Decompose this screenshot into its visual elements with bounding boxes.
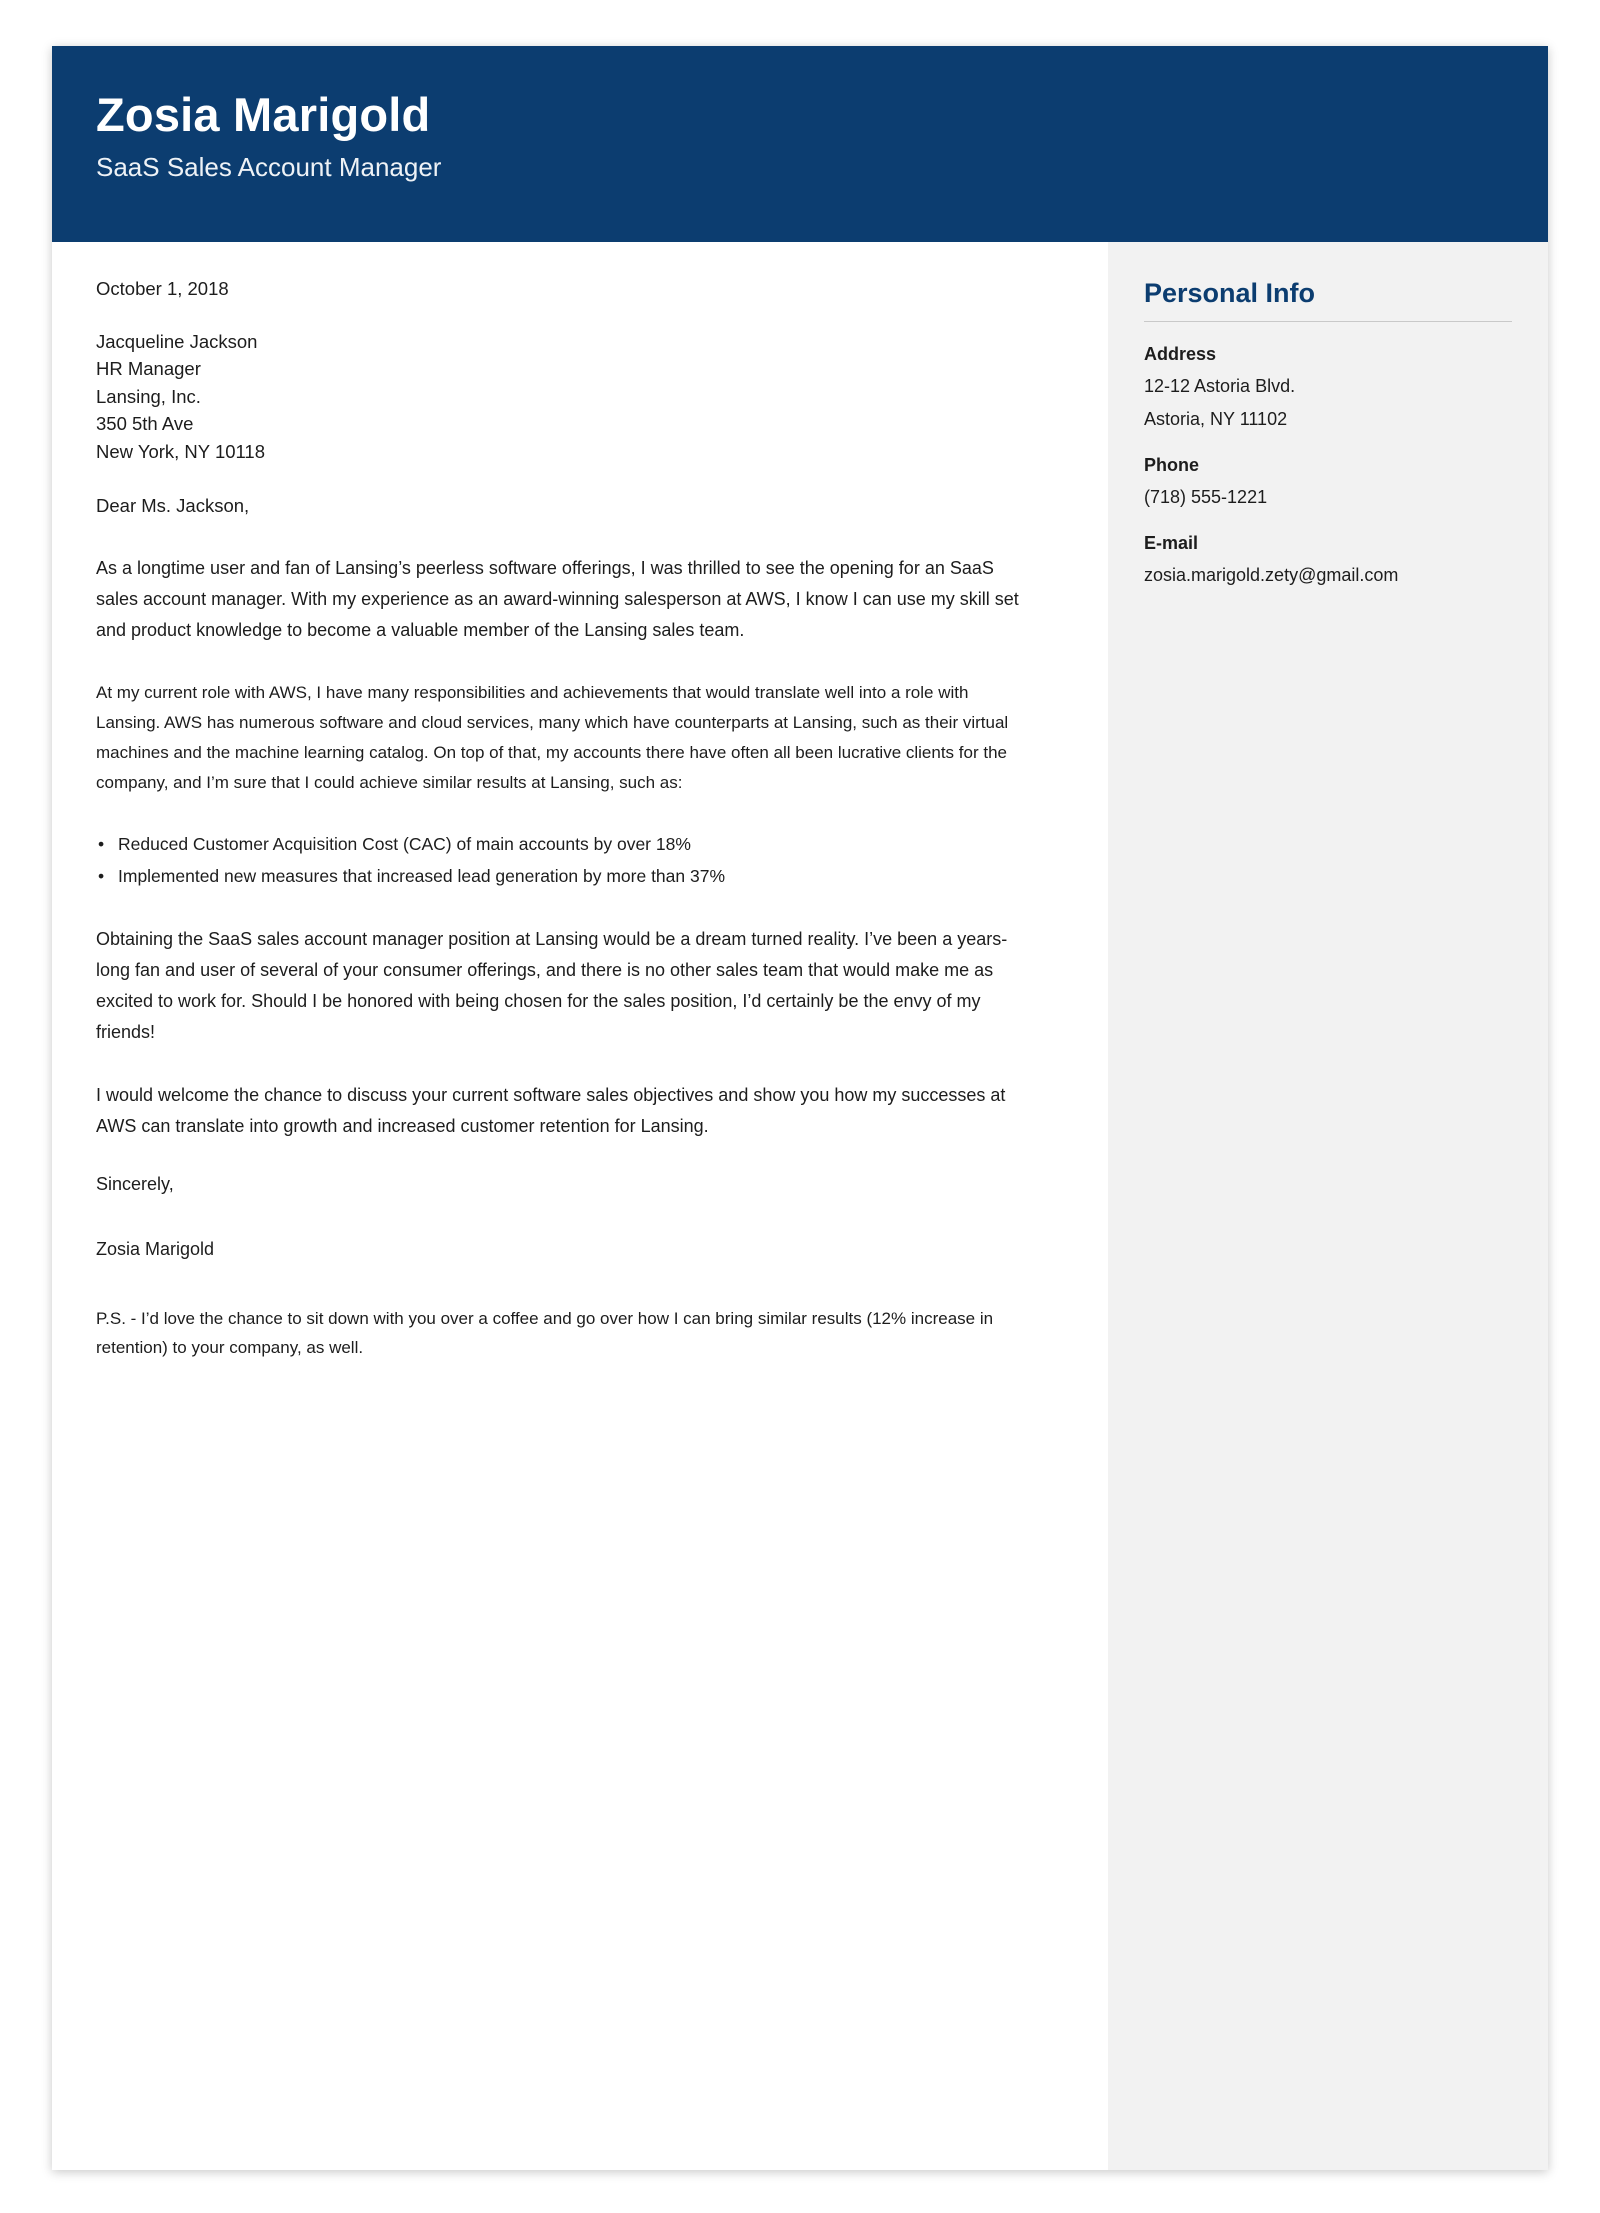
paragraph-4: I would welcome the chance to discuss your current software sales objectives and show you how my successes at AWS can translate into growth and increased customer retention for Lansing. <box>96 1084 1006 1136</box>
postscript: P.S. - I’d love the chance to sit down with you over a coffee and go over how I can bring similar results (12% increase in retention) to your company, as well. <box>96 1308 994 1358</box>
cover-letter-sheet <box>52 46 1548 2170</box>
sidebar-heading: Personal Info <box>1144 278 1316 308</box>
sidebar-personal-info <box>1108 242 1548 2170</box>
paragraph-1: As a longtime user and fan of Lansing’s peerless software offerings, I was thrilled to see the opening for an SaaS sales account manager. With my experience as an award-winning salesperson at AWS, I know I can use my skill set and product knowledge to become a valuable member of the Lansing sales team. <box>96 557 1019 640</box>
sidebar-field-phone <box>1144 455 1512 511</box>
recipient-city-state-zip: New York, NY 10118 <box>96 440 266 462</box>
sidebar-field-email <box>1144 533 1512 589</box>
paragraph-2: At my current role with AWS, I have many responsibilities and achievements that would translate well into a role with Lansing. AWS has numerous software and cloud services, many which have counterparts at Lansing, such as their virtual machines and the machine learning catalog. On top of that, my accounts there have often all been lucrative clients for the company, and I’m sure that I could achieve similar results at Lansing, such as: <box>96 682 1009 793</box>
sidebar-divider <box>1144 321 1512 322</box>
sidebar-label: E-mail <box>1144 533 1199 553</box>
letter-date: October 1, 2018 <box>96 278 229 299</box>
list-item: • Implemented new measures that increased lead generation by more than 37% <box>96 863 1064 890</box>
recipient-name: Jacqueline Jackson <box>96 331 258 352</box>
sidebar-value-line1: (718) 555-1221 <box>1144 487 1268 507</box>
recipient-role: HR Manager <box>96 358 201 380</box>
recipient-block <box>96 328 1064 465</box>
sidebar-field-address <box>1144 344 1512 433</box>
sidebar-value-line1: zosia.marigold.zety@gmail.com <box>1144 565 1399 585</box>
paragraph-3: Obtaining the SaaS sales account manager position at Lansing would be a dream turned reality. I’ve been a years-long fan and user of several of your consumer offerings, and there is no other sales team that would make me as excited to work for. Should I be honored with being chosen for the sales position, I’d certainly be the envy of my friends! <box>96 928 1008 1042</box>
letter-body <box>52 242 1548 2170</box>
applicant-name: Zosia Marigold <box>96 88 431 141</box>
recipient-company: Lansing, Inc. <box>96 385 201 407</box>
applicant-job-title: SaaS Sales Account Manager <box>96 152 442 183</box>
sidebar-value-line2: Astoria, NY 11102 <box>1144 409 1288 429</box>
sidebar-label: Phone <box>1144 455 1200 475</box>
signature-name: Zosia Marigold <box>96 1238 215 1259</box>
achievement-list <box>96 831 1064 890</box>
list-item: • Reduced Customer Acquisition Cost (CAC) of main accounts by over 18% <box>96 831 1064 858</box>
letter-header <box>52 46 1548 242</box>
salutation: Dear Ms. Jackson, <box>96 494 250 516</box>
closing: Sincerely, <box>96 1173 174 1194</box>
letter-main-column <box>52 242 1108 2170</box>
sidebar-label: Address <box>1144 344 1217 364</box>
sidebar-value-line1: 12-12 Astoria Blvd. <box>1144 376 1296 396</box>
recipient-street: 350 5th Ave <box>96 413 194 435</box>
